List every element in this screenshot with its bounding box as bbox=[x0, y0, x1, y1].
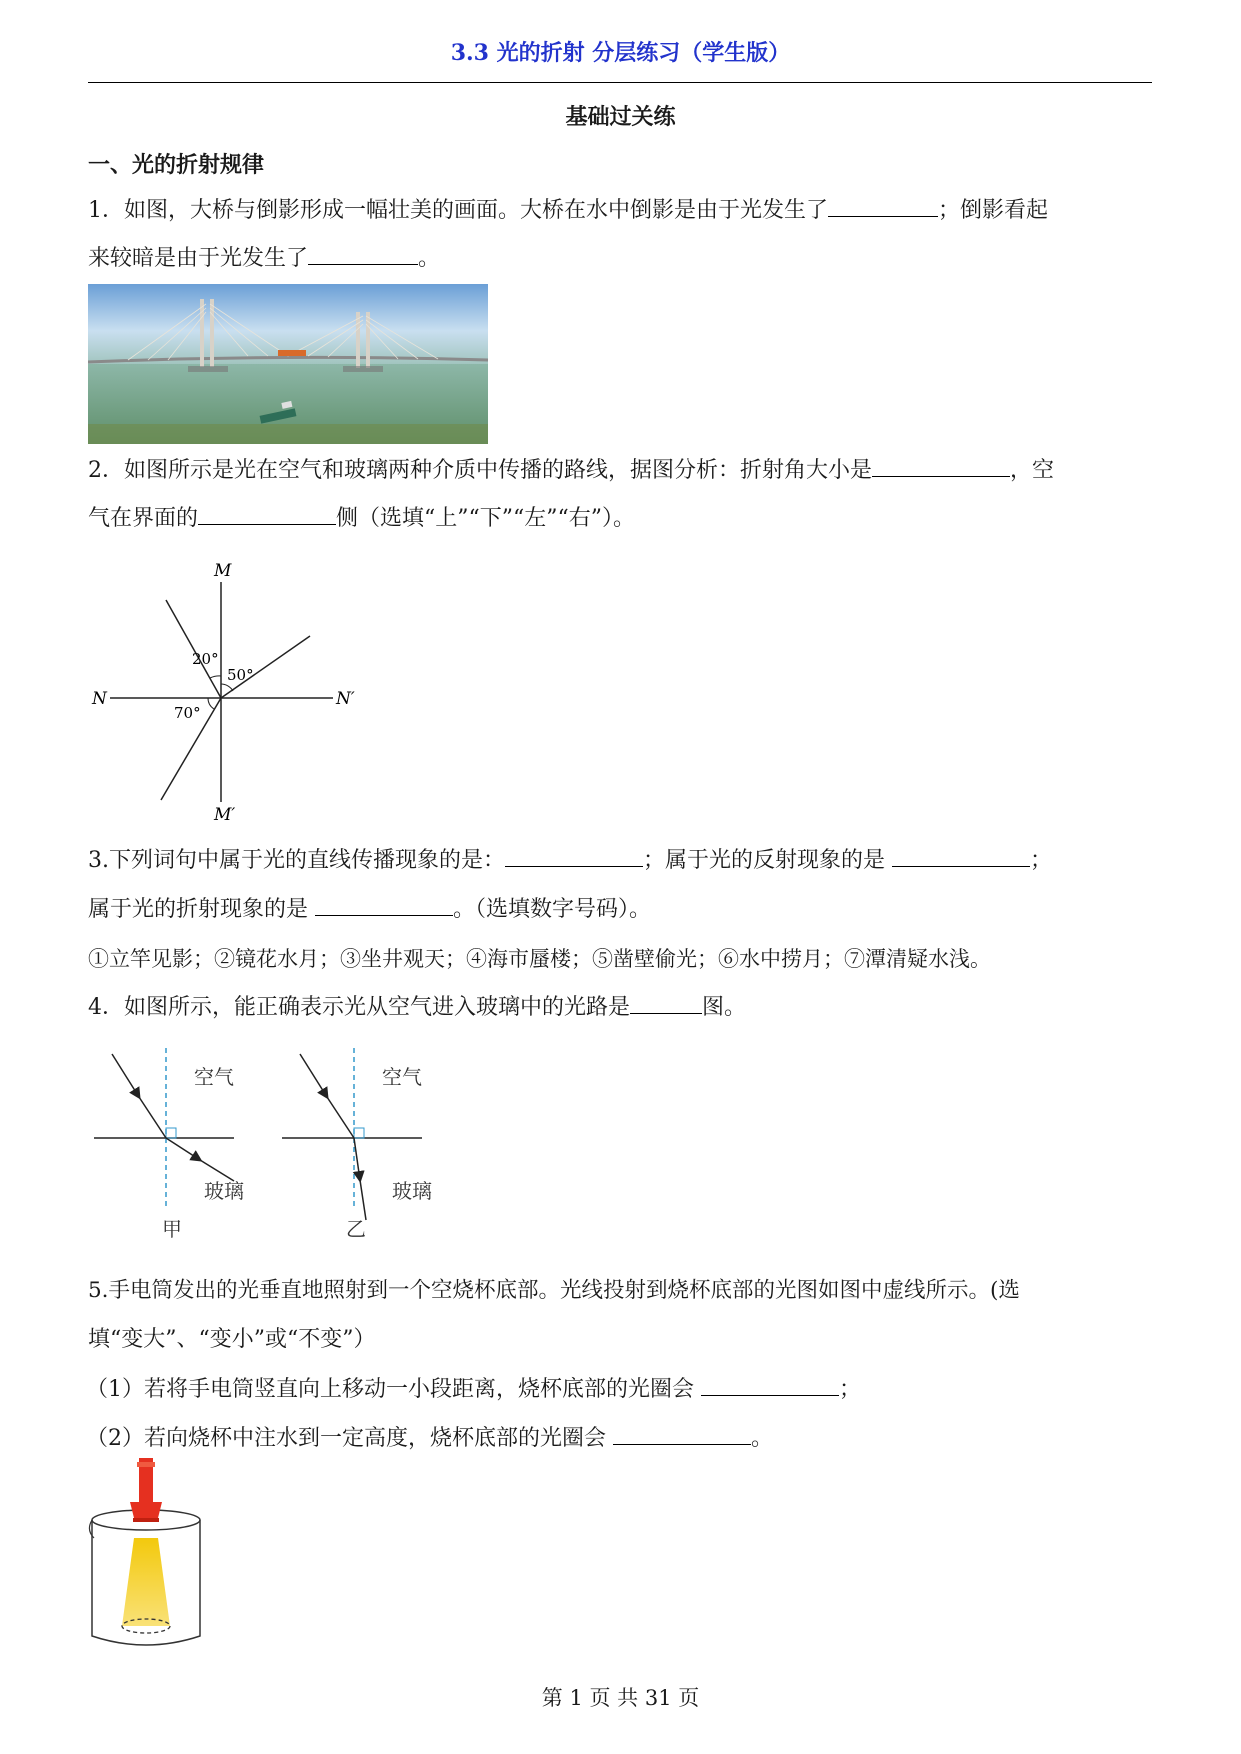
q2-text-a: 2．如图所示是光在空气和玻璃两种介质中传播的路线，据图分析：折射角大小是 bbox=[88, 458, 872, 483]
q2-line2 bbox=[88, 504, 635, 534]
flashlight-beaker-diagram bbox=[86, 1458, 206, 1658]
q5-line1: 5.手电筒发出的光垂直地照射到一个空烧杯底部。光线投射到烧杯底部的光图如图中虚线所示。(选 bbox=[88, 1278, 1020, 1303]
q1-text-b: ；倒影看起 bbox=[938, 198, 1049, 223]
label-jia: 甲 bbox=[162, 1217, 182, 1240]
q5-sub2-end: 。 bbox=[751, 1426, 774, 1451]
section-title: 基础过关练 bbox=[565, 104, 676, 130]
label-glass-jia: 玻璃 bbox=[204, 1179, 244, 1203]
q2-text-c: 气在界面的 bbox=[88, 506, 199, 531]
label-air-yi: 空气 bbox=[382, 1065, 422, 1089]
q2-text-b: ，空 bbox=[1010, 458, 1055, 483]
q3-options: ①立竿见影；②镜花水月；③坐井观天；④海市蜃楼；⑤凿壁偷光；⑥水中捞月；⑦潭清疑水浅。 bbox=[88, 947, 991, 971]
q1-line1 bbox=[88, 196, 1048, 226]
q5-line2: 填“变大”、“变小”或“不变”） bbox=[88, 1327, 376, 1352]
q1-text-a: 1．如图，大桥与倒影形成一幅壮美的画面。大桥在水中倒影是由于光发生了 bbox=[88, 198, 828, 223]
q5-blank-2[interactable] bbox=[613, 1424, 751, 1445]
q3-text-d: 属于光的折射现象的是 bbox=[88, 897, 309, 922]
label-yi: 乙 bbox=[346, 1217, 366, 1240]
label-n-prime: N′ bbox=[336, 689, 355, 709]
q2-line1 bbox=[88, 456, 1054, 486]
diagram-yi bbox=[276, 1040, 446, 1240]
diagram-jia bbox=[88, 1040, 258, 1240]
q5-sub1-text: （1）若将手电筒竖直向上移动一小段距离，烧杯底部的光圈会 bbox=[86, 1377, 694, 1402]
q1-blank-1[interactable] bbox=[828, 196, 938, 217]
q2-text-d: 侧（选填“上”“下”“左”“右”）。 bbox=[336, 506, 635, 531]
angle-20: 20° bbox=[192, 650, 219, 668]
q5-sub2-text: （2）若向烧杯中注水到一定高度，烧杯底部的光圈会 bbox=[86, 1426, 606, 1451]
q3-blank-1[interactable] bbox=[505, 846, 643, 867]
q3-line2 bbox=[88, 895, 651, 925]
label-glass-yi: 玻璃 bbox=[392, 1179, 432, 1203]
q3-text-c: ； bbox=[1030, 848, 1053, 873]
q2-blank-1[interactable] bbox=[872, 456, 1010, 477]
page-footer: 第 1 页 共 31 页 bbox=[541, 1686, 700, 1710]
q4-text-a: 4．如图所示，能正确表示光从空气进入玻璃中的光路是 bbox=[88, 995, 630, 1020]
label-m: M bbox=[214, 561, 232, 581]
q5-sub1-end: ； bbox=[839, 1377, 862, 1402]
q3-line1 bbox=[88, 846, 1052, 876]
label-air-jia: 空气 bbox=[194, 1065, 234, 1089]
q3-blank-2[interactable] bbox=[892, 846, 1030, 867]
q2-blank-2[interactable] bbox=[198, 504, 336, 525]
ray-upper-left bbox=[166, 600, 221, 698]
label-m-prime: M′ bbox=[214, 805, 236, 822]
q3-blank-3[interactable] bbox=[315, 895, 453, 916]
flashlight-head bbox=[130, 1502, 162, 1518]
q5-blank-1[interactable] bbox=[701, 1375, 839, 1396]
page-header-title: 3.3 光的折射 分层练习（学生版） bbox=[450, 40, 791, 66]
q1-line2 bbox=[88, 244, 440, 274]
q4-blank-1[interactable] bbox=[630, 993, 702, 1014]
bridge-photo bbox=[88, 284, 488, 444]
heading-refraction-laws: 一、光的折射规律 bbox=[88, 152, 265, 178]
angle-50: 50° bbox=[227, 666, 254, 684]
q5-sub2 bbox=[86, 1424, 773, 1454]
q3-text-e: 。（选填数字号码）。 bbox=[453, 897, 652, 922]
q1-text-c: 来较暗是由于光发生了 bbox=[88, 246, 309, 271]
q4-text-b: 图。 bbox=[702, 995, 747, 1020]
q3-text-b: ；属于光的反射现象的是 bbox=[643, 848, 886, 873]
header-divider bbox=[88, 82, 1152, 83]
q4-line1 bbox=[88, 993, 746, 1023]
q1-blank-2[interactable] bbox=[308, 244, 418, 265]
refraction-angle-diagram bbox=[88, 552, 378, 822]
label-n: N bbox=[92, 689, 107, 709]
q5-sub1 bbox=[86, 1375, 861, 1405]
q3-text-a: 3.下列词句中属于光的直线传播现象的是： bbox=[88, 848, 505, 873]
q1-text-d: 。 bbox=[418, 246, 441, 271]
angle-70: 70° bbox=[174, 704, 201, 722]
